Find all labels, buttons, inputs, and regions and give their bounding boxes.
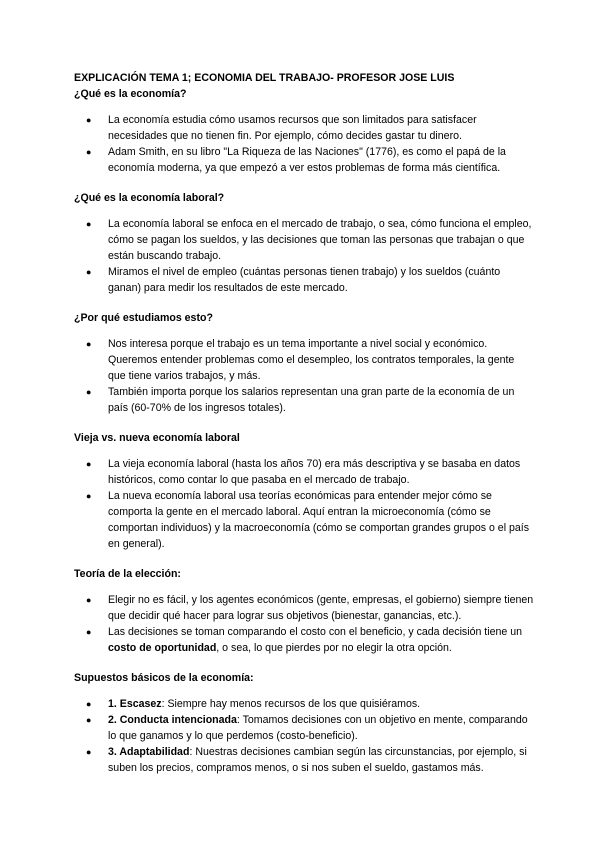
bullet-list [74, 456, 534, 552]
list-item: ● 1. Escasez: Siempre hay menos recursos de los que quisiéramos. [86, 698, 421, 710]
list-item: ● También importa porque los salarios representan una gran parte de la economía de un país (60-70% de los ingresos totales). [86, 386, 515, 414]
list-item: ● Adam Smith, en su libro "La Riqueza de las Naciones" (1776), es como el papá de la economía moderna, ya que empezó a ver estos problemas de forma más científica. [86, 146, 506, 174]
list-item: ● Elegir no es fácil, y los agentes económicos (gente, empresas, el gobierno) siempre tienen que decidir qué hacer para lograr sus objetivos (bienestar, ganancias, etc.). [86, 594, 534, 622]
list-item: ● La economía estudia cómo usamos recursos que son limitados para satisfacer necesidades que no tienen fin. Por ejemplo, cómo decides gastar tu dinero. [86, 114, 477, 142]
bullet-icon: ● [86, 267, 92, 277]
bullet-icon: ● [86, 219, 92, 229]
bullet-icon: ● [86, 339, 92, 349]
document-content [74, 70, 534, 776]
bullet-icon: ● [86, 715, 92, 725]
bullet-icon: ● [86, 627, 92, 637]
bullet-icon: ● [86, 459, 92, 469]
bullet-list [74, 216, 534, 296]
emphasis-text: costo de oportunidad [108, 642, 217, 654]
list-item: ● La vieja economía laboral (hasta los años 70) era más descriptiva y se basaba en datos históricos, como contar lo que pasaba en el mercado de trabajo. [86, 458, 521, 486]
bullet-icon: ● [86, 387, 92, 397]
document-title: EXPLICACIÓN TEMA 1; ECONOMIA DEL TRABAJO- PROFESOR JOSE LUIS [74, 72, 455, 84]
list-item: ● La economía laboral se enfoca en el mercado de trabajo, o sea, cómo funciona el empleo, cómo se pagan los sueldos, y las decisiones que toman las personas que trabajan o que están buscando trabajo. [86, 218, 532, 262]
bullet-list [74, 336, 534, 416]
section-heading: ¿Qué es la economía? [74, 88, 187, 100]
section-heading: ¿Qué es la economía laboral? [74, 192, 225, 204]
bullet-list [74, 592, 534, 656]
section-heading: Supuestos básicos de la economía: [74, 672, 254, 684]
list-item: ● Nos interesa porque el trabajo es un tema importante a nivel social y económico. Queremos entender problemas como el desempleo, los contratos temporales, la gente que tiene varios trabajos, y más. [86, 338, 515, 382]
bullet-icon: ● [86, 147, 92, 157]
list-item: ● 2. Conducta intencionada: Tomamos decisiones con un objetivo en mente, comparando lo que ganamos y lo que perdemos (costo-beneficio). [86, 714, 528, 742]
bullet-list [74, 112, 534, 176]
list-item: ● Miramos el nivel de empleo (cuántas personas tienen trabajo) y los sueldos (cuánto ganan) para medir los resultados de este mercado. [86, 266, 501, 294]
section-heading: Vieja vs. nueva economía laboral [74, 432, 240, 444]
bullet-list [74, 696, 534, 776]
bullet-icon: ● [86, 699, 92, 709]
bullet-icon: ● [86, 115, 92, 125]
list-item: ● 3. Adaptabilidad: Nuestras decisiones cambian según las circunstancias, por ejemplo, si suben los precios, compramos menos, o si nos suben el sueldo, gastamos más. [86, 746, 527, 774]
bullet-icon: ● [86, 491, 92, 501]
section-heading: ¿Por qué estudiamos esto? [74, 312, 213, 324]
list-item: ● Las decisiones se toman comparando el costo con el beneficio, y cada decisión tiene un costo de oportunidad, o sea, lo que pierdes por no elegir la otra opción. [86, 626, 522, 654]
list-item: ● La nueva economía laboral usa teorías económicas para entender mejor cómo se comporta la gente en el mercado laboral. Aquí entran la microeconomía (cómo se comportan individuos) y la macroeconomía (cómo se comportan grandes grupos o el país en general). [86, 490, 530, 550]
item-label: 2. Conducta intencionada [108, 714, 237, 726]
item-label: 3. Adaptabilidad [108, 746, 190, 758]
section-heading: Teoría de la elección: [74, 568, 181, 580]
bullet-icon: ● [86, 747, 92, 757]
item-label: 1. Escasez [108, 698, 162, 710]
bullet-icon: ● [86, 595, 92, 605]
